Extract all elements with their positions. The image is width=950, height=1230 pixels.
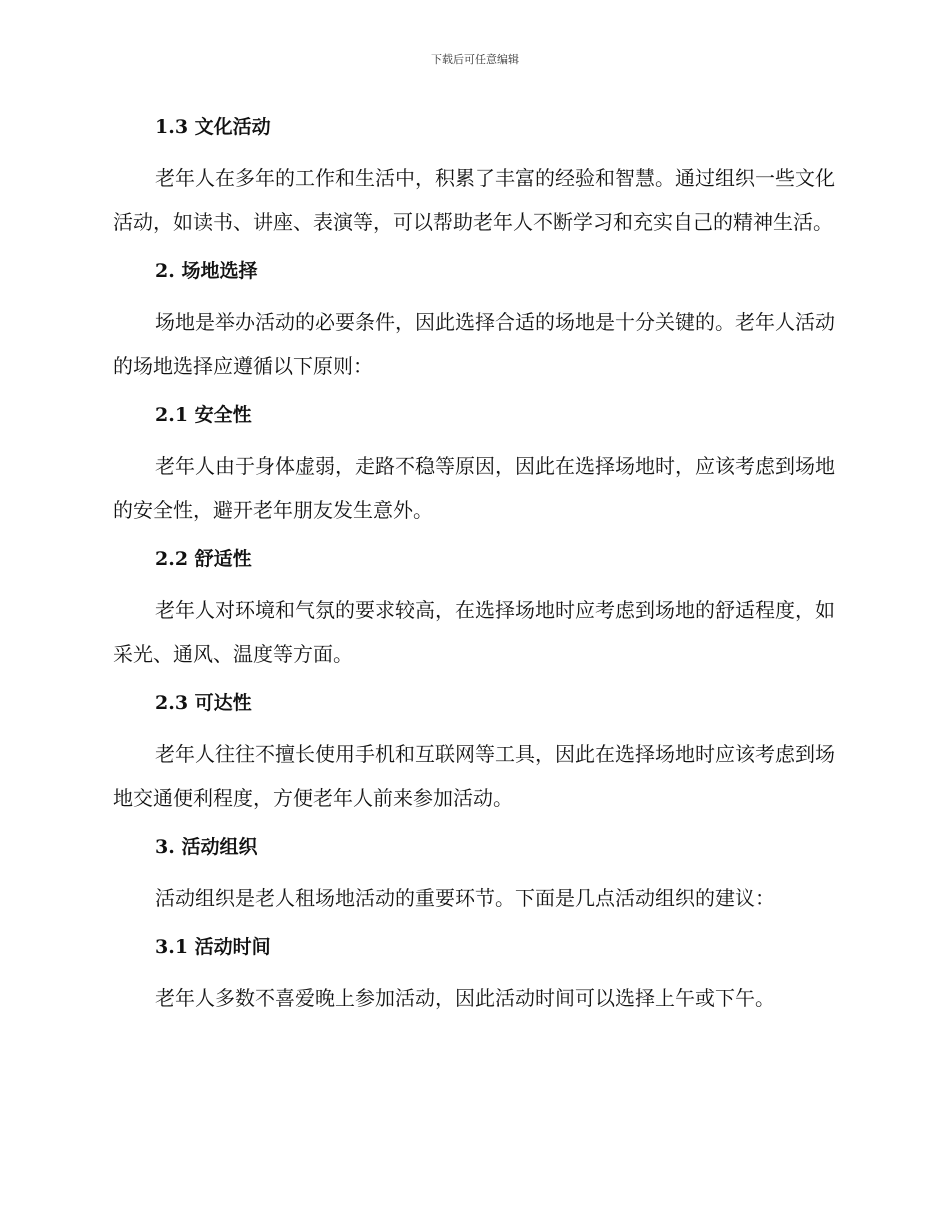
section-heading-3-1: 3.1 活动时间 [155,936,271,958]
section-heading-3: 3. 活动组织 [155,836,258,858]
paragraph-venue-selection: 场地是举办活动的必要条件，因此选择合适的场地是十分关键的。老年人活动的场地选择应遵循以下原则： [113,310,835,378]
paragraph-safety: 老年人由于身体虚弱，走路不稳等原因，因此在选择场地时，应该考虑到场地的安全性，避开老年朋友发生意外。 [113,454,835,522]
section-heading-2: 2. 场地选择 [155,260,258,282]
paragraph-accessibility: 老年人往往不擅长使用手机和互联网等工具，因此在选择场地时应该考虑到场地交通便利程度，方便老年人前来参加活动。 [113,742,835,810]
paragraph-culture-activities: 老年人在多年的工作和生活中，积累了丰富的经验和智慧。通过组织一些文化活动，如读书、讲座、表演等，可以帮助老年人不断学习和充实自己的精神生活。 [113,166,835,234]
page-header: 下载后可任意编辑 [431,53,519,66]
section-heading-2-2: 2.2 舒适性 [155,548,252,570]
paragraph-activity-time: 老年人多数不喜爱晚上参加活动，因此活动时间可以选择上午或下午。 [155,986,775,1010]
paragraph-comfort: 老年人对环境和气氛的要求较高，在选择场地时应考虑到场地的舒适程度，如采光、通风、温度等方面。 [113,598,835,666]
section-heading-1-3: 1.3 文化活动 [155,116,271,138]
document-body [113,110,835,1026]
section-heading-2-3: 2.3 可达性 [155,692,252,714]
paragraph-activity-organization: 活动组织是老人租场地活动的重要环节。下面是几点活动组织的建议： [155,886,775,910]
section-heading-2-1: 2.1 安全性 [155,404,252,426]
